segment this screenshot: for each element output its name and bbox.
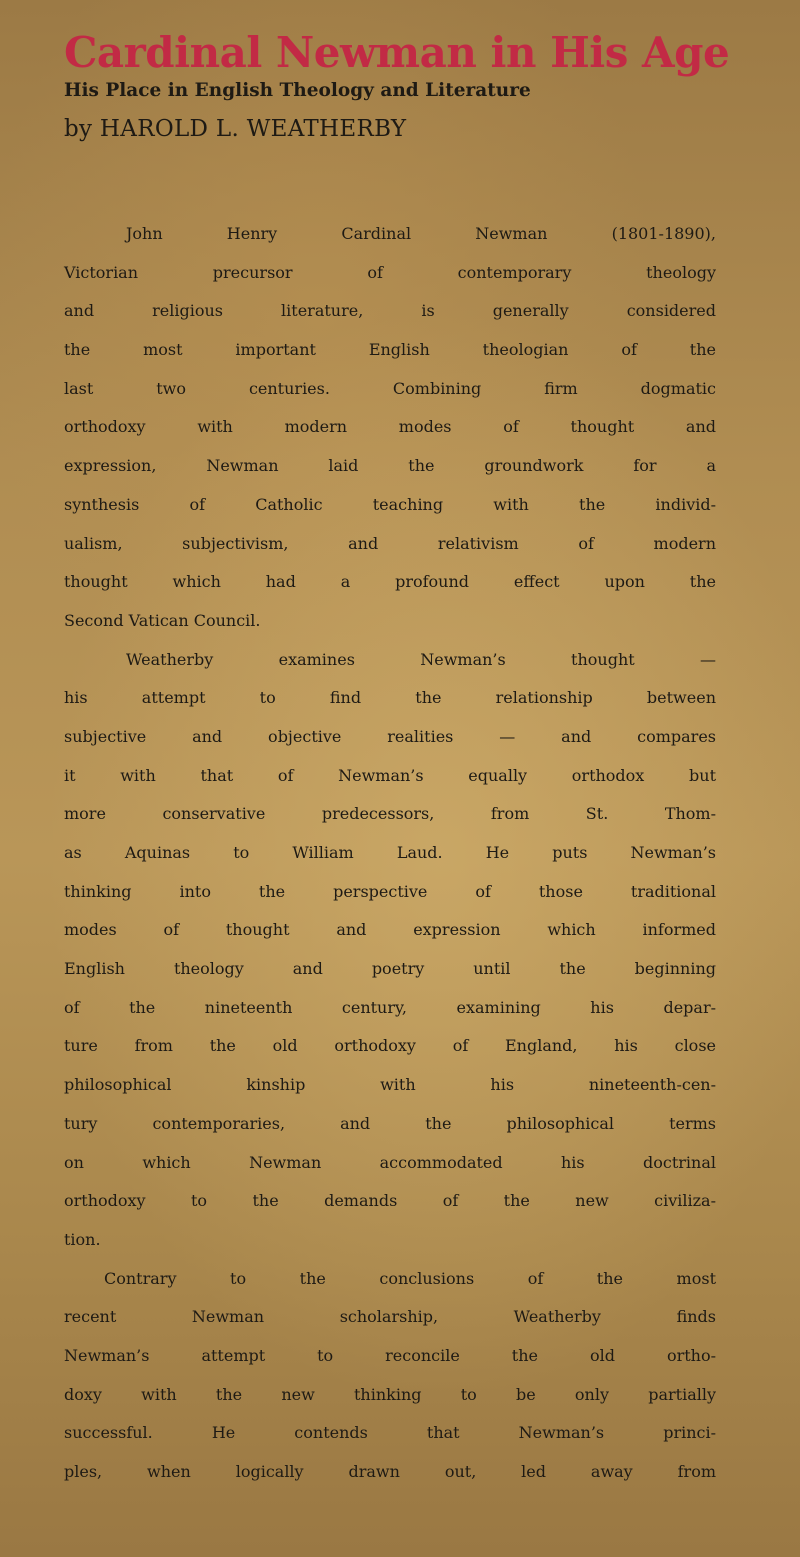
paragraph-3 — [64, 1269, 716, 1501]
text-line: orthodoxy with modern modes of thought and — [64, 417, 716, 437]
book-subtitle: His Place in English Theology and Literature — [64, 80, 531, 101]
book-title: Cardinal Newman in His Age — [64, 28, 730, 77]
author-byline: by HAROLD L. WEATHERBY — [64, 116, 407, 142]
text-line: Contrary to the conclusions of the most — [104, 1268, 716, 1288]
text-line: doxy with the new thinking to be only partially — [64, 1384, 716, 1404]
text-line: on which Newman accommodated his doctrinal — [64, 1152, 716, 1172]
text-line: Newman’s attempt to reconcile the old ortho- — [64, 1345, 716, 1365]
text-line: subjective and objective realities — and compares — [64, 726, 716, 746]
text-line: the most important English theologian of the — [64, 340, 716, 360]
text-line: expression, Newman laid the groundwork for a — [64, 456, 716, 476]
text-line: his attempt to find the relationship between — [64, 688, 716, 708]
text-line: recent Newman scholarship, Weatherby finds — [64, 1307, 716, 1327]
paragraph-2 — [64, 650, 716, 1269]
text-line: ualism, subjectivism, and relativism of modern — [64, 533, 716, 553]
description-body — [64, 224, 716, 1501]
text-line: English theology and poetry until the beginning — [64, 959, 716, 979]
text-line: orthodoxy to the demands of the new civiliza- — [64, 1191, 716, 1211]
text-line: it with that of Newman’s equally orthodox but — [64, 765, 716, 785]
text-line: Victorian precursor of contemporary theology — [64, 262, 716, 282]
text-line: modes of thought and expression which informed — [64, 920, 716, 940]
text-line: successful. He contends that Newman’s princi- — [64, 1423, 716, 1443]
text-line: as Aquinas to William Laud. He puts Newman’s — [64, 843, 716, 862]
text-line: more conservative predecessors, from St. Thom- — [64, 804, 716, 824]
text-line: thought which had a profound effect upon the — [64, 572, 716, 592]
text-line: Second Vatican Council. — [64, 610, 261, 630]
text-line: of the nineteenth century, examining his depar- — [64, 997, 716, 1017]
text-line: ture from the old orthodoxy of England, his close — [64, 1036, 716, 1056]
text-line: tury contemporaries, and the philosophical terms — [64, 1113, 716, 1133]
text-line: philosophical kinship with his nineteenth-cen- — [64, 1075, 716, 1095]
text-line: Weatherby examines Newman’s thought — — [126, 649, 716, 669]
text-line: and religious literature, is generally considered — [64, 301, 716, 321]
text-line: last two centuries. Combining firm dogmatic — [64, 378, 716, 398]
text-line: thinking into the perspective of those traditional — [64, 881, 716, 901]
paragraph-1 — [64, 224, 716, 650]
text-line: John Henry Cardinal Newman (1801-1890), — [126, 224, 716, 243]
text-line: ples, when logically drawn out, led away from — [64, 1462, 716, 1481]
text-line: synthesis of Catholic teaching with the individ- — [64, 494, 716, 514]
text-line: tion. — [64, 1229, 101, 1249]
